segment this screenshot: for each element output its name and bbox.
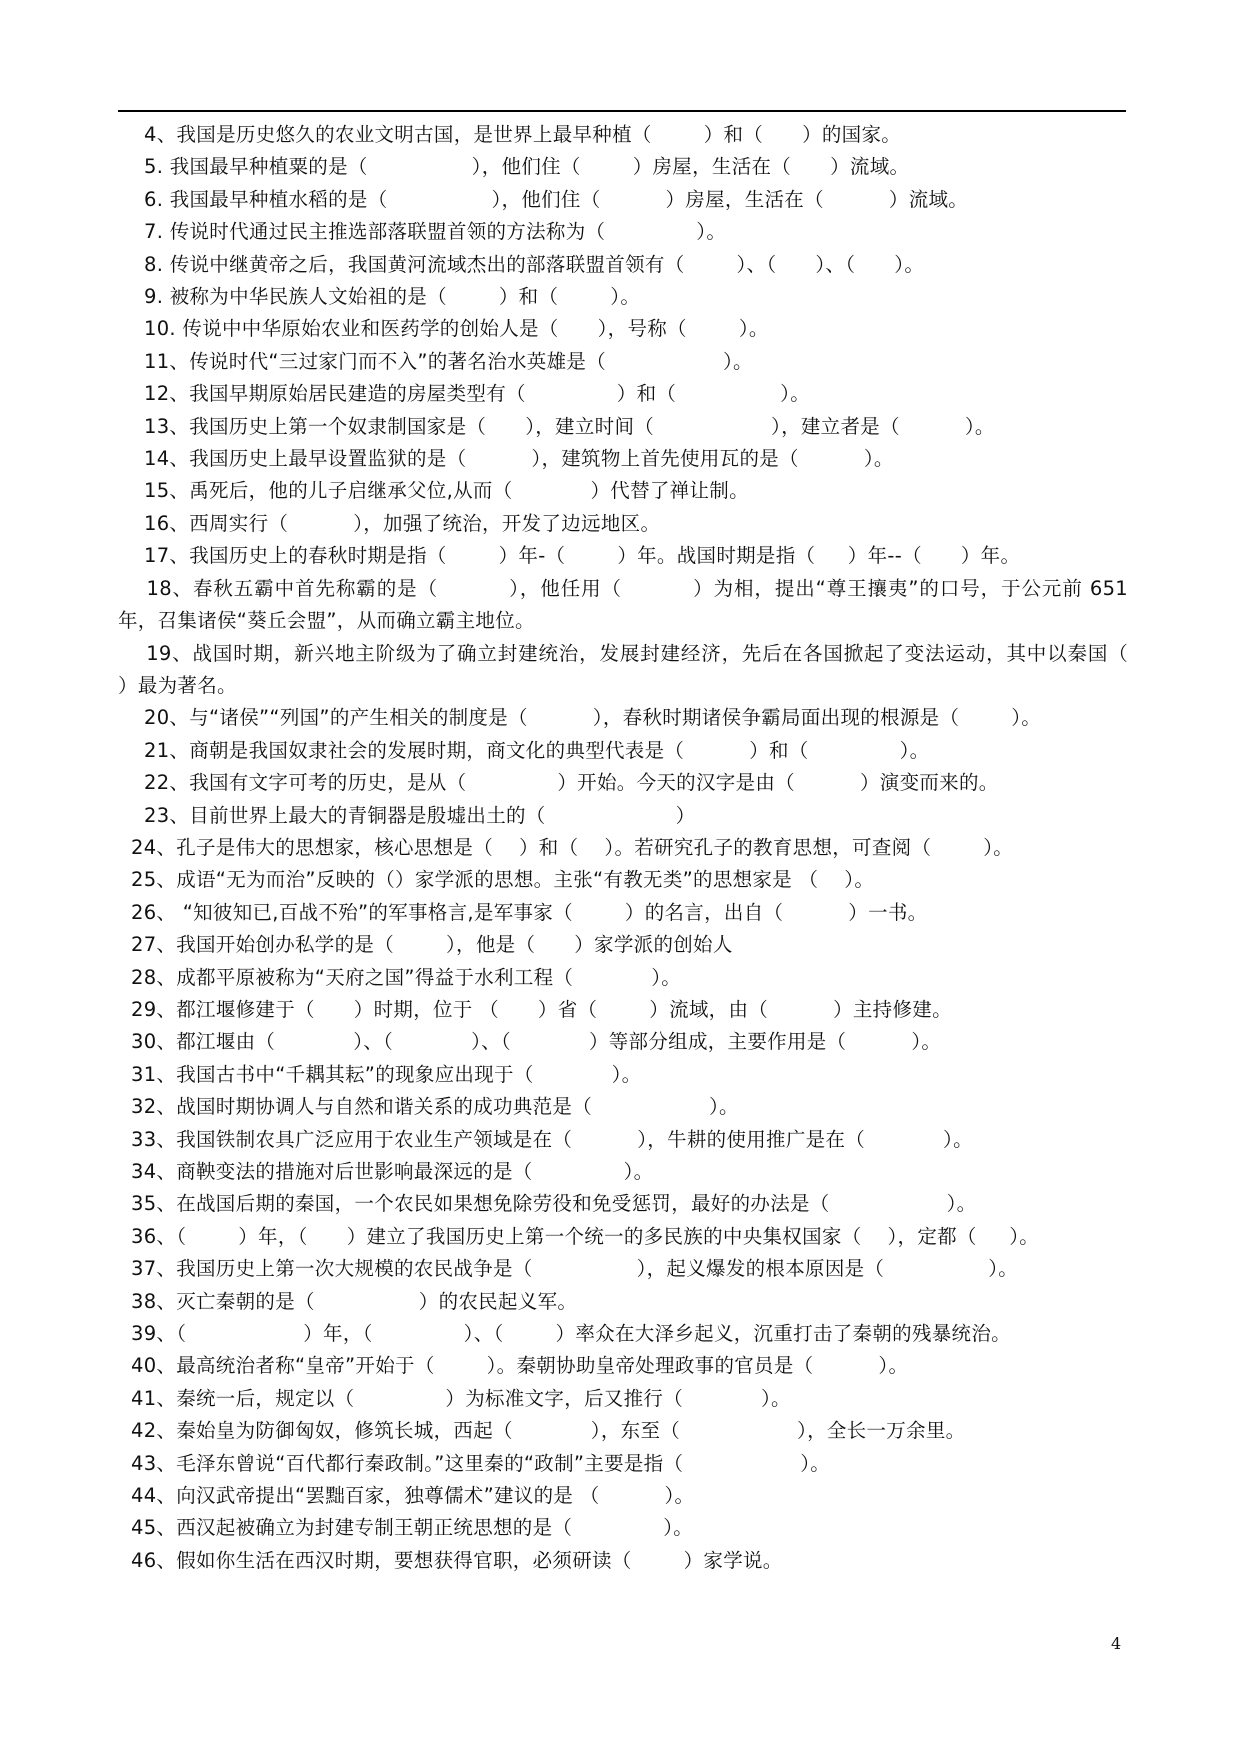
question-item: 35、在战国后期的秦国，一个农民如果想免除劳役和免受惩罚，最好的办法是（ ）。	[118, 1192, 977, 1216]
question-item: 20、与“诸侯”“列国”的产生相关的制度是（ ），春秋时期诸侯争霸局面出现的根源是（ ）。	[118, 706, 1042, 730]
question-item: 28、成都平原被称为“天府之国”得益于水利工程（ ）。	[118, 965, 682, 989]
question-item: 25、成语“无为而治”反映的（）家学派的思想。主张“有教无类”的思想家是 （ ）。	[118, 868, 875, 892]
question-item: 24、孔子是伟大的思想家，核心思想是（ ）和（ ）。若研究孔子的教育思想，可查阅（ ）。	[118, 835, 1014, 859]
question-item: 12、我国早期原始居民建造的房屋类型有（ ）和（ ）。	[118, 382, 811, 406]
question-item: 41、秦统一后，规定以（ ）为标准文字，后又推行（ ）。	[118, 1386, 791, 1410]
question-item: 39、（ ）年，（ ）、（ ）率众在大泽乡起义，沉重打击了秦朝的残暴统治。	[118, 1322, 1011, 1346]
question-item: 19、战国时期，新兴地主阶级为了确立封建统治，发展封建经济，先后在各国掀起了变法运动，其中以秦国（ ）最为著名。	[118, 641, 1219, 697]
question-item: 30、都江堰由（ ）、（ ）、（ ）等部分组成，主要作用是（ ）。	[118, 1030, 942, 1054]
question-item: 21、商朝是我国奴隶社会的发展时期，商文化的典型代表是（ ）和（ ）。	[118, 738, 930, 762]
question-item: 23、目前世界上最大的青铜器是殷墟出土的（ ）	[118, 803, 696, 827]
question-item: 44、向汉武帝提出“罢黜百家，独尊儒术”建议的是 （ ）。	[118, 1484, 695, 1508]
question-item: 18、春秋五霸中首先称霸的是（ ），他任用（ ）为相，提出“尊王攘夷”的口号，于公元前 651 年，召集诸侯“葵丘会盟”，从而确立霸主地位。	[118, 576, 1135, 633]
question-item: 26、 “知彼知已,百战不殆”的军事格言,是军事家（ ）的名言，出自（ ）一书。	[118, 900, 928, 924]
question-item: 4、我国是历史悠久的农业文明古国，是世界上最早种植（ ）和（ ）的国家。	[118, 123, 902, 146]
question-item: 46、假如你生活在西汉时期，要想获得官职，必须研读（ ）家学说。	[118, 1548, 783, 1572]
question-item: 29、都江堰修建于（ ）时期，位于 （ ）省（ ）流域，由（ ）主持修建。	[118, 997, 952, 1021]
question-item: 7. 传说时代通过民主推选部落联盟首领的方法称为（ ）。	[118, 220, 727, 244]
question-item: 36、（ ）年，（ ）建立了我国历史上第一个统一的多民族的中央集权国家（ ），定都（ ）。	[118, 1224, 1040, 1248]
question-item: 42、秦始皇为防御匈奴，修筑长城，西起（ ），东至（ ），全长一万余里。	[118, 1419, 966, 1443]
question-item: 22、我国有文字可考的历史，是从（ ）开始。今天的汉字是由（ ）演变而来的。	[118, 771, 999, 795]
question-item: 40、最高统治者称“皇帝”开始于（ ）。秦朝协助皇帝处理政事的官员是（ ）。	[118, 1354, 909, 1378]
question-item: 32、战国时期协调人与自然和谐关系的成功典范是（ ）。	[118, 1095, 739, 1119]
question-item: 11、传说时代“三过家门而不入”的著名治水英雄是（ ）。	[118, 349, 753, 373]
question-item: 37、我国历史上第一次大规模的农民战争是（ ），起义爆发的根本原因是（ ）。	[118, 1257, 1019, 1281]
question-item: 8. 传说中继黄帝之后，我国黄河流域杰出的部落联盟首领有（ ）、（ ）、（ ）。	[118, 252, 925, 276]
header-rule	[118, 110, 1126, 112]
question-list	[118, 119, 1219, 1577]
question-item: 15、禹死后，他的儿子启继承父位,从而（ ）代替了禅让制。	[118, 479, 749, 503]
question-item: 45、西汉起被确立为封建专制王朝正统思想的是（ ）。	[118, 1516, 694, 1540]
question-item: 38、灭亡秦朝的是（ ）的农民起义军。	[118, 1289, 578, 1313]
question-item: 43、毛泽东曾说“百代都行秦政制。”这里秦的“政制”主要是指（ ）。	[118, 1451, 831, 1475]
question-item: 17、我国历史上的春秋时期是指（ ）年-（ ）年。战国时期是指（ ）年--（ ）年。	[118, 544, 1021, 568]
question-item: 31、我国古书中“千耦其耘”的现象应出现于（ ）。	[118, 1062, 642, 1086]
question-item: 5. 我国最早种植粟的是（ ），他们住（ ）房屋，生活在（ ）流域。	[118, 155, 910, 179]
question-item: 10. 传说中中华原始农业和医药学的创始人是（ ），号称（ ）。	[118, 317, 769, 341]
question-item: 13、我国历史上第一个奴隶制国家是（ ），建立时间（ ），建立者是（ ）。	[118, 414, 995, 438]
question-item: 16、西周实行（ ），加强了统治，开发了边远地区。	[118, 511, 661, 535]
question-item: 34、商鞅变法的措施对后世影响最深远的是（ ）。	[118, 1160, 654, 1183]
page-number: 4	[1111, 1634, 1122, 1653]
question-item: 33、我国铁制农具广泛应用于农业生产领域是在（ ），牛耕的使用推广是在（ ）。	[118, 1127, 973, 1151]
question-item: 14、我国历史上最早设置监狱的是（ ），建筑物上首先使用瓦的是（ ）。	[118, 447, 894, 471]
question-item: 6. 我国最早种植水稻的是（ ），他们住（ ）房屋，生活在（ ）流域。	[118, 187, 969, 211]
question-item: 9. 被称为中华民族人文始祖的是（ ）和（ ）。	[118, 285, 641, 309]
question-item: 27、我国开始创办私学的是（ ），他是（ ）家学派的创始人	[118, 933, 733, 957]
